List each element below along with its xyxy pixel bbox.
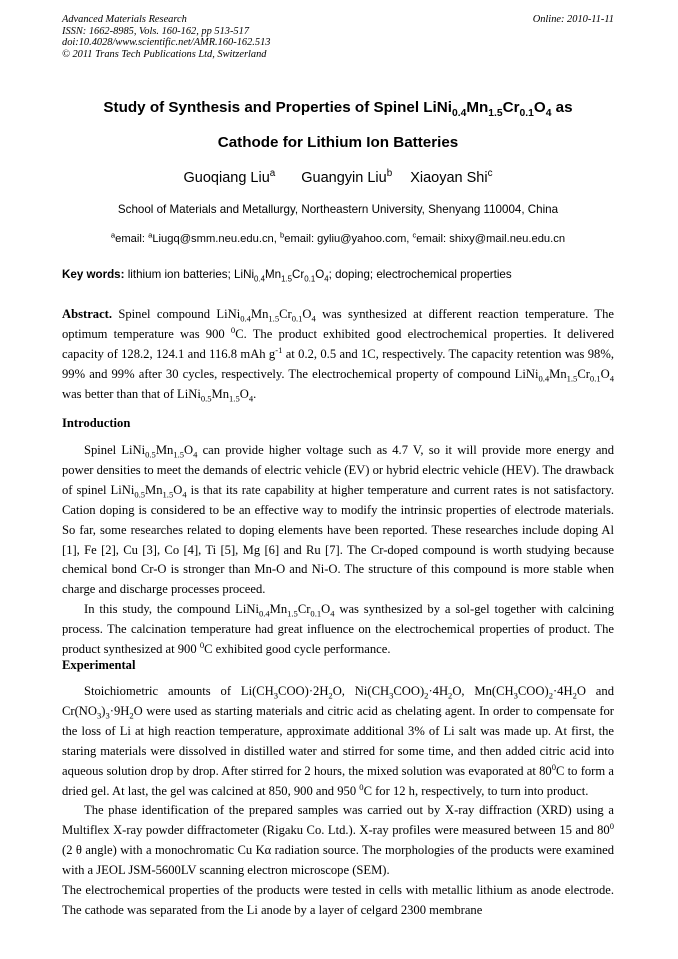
author-list: Guoqiang Liu$^a$ Guangyin Liu$^b$ Xiaoyan Shi$^c$ <box>183 168 493 186</box>
exp-paragraph-1: Stoichiometric amounts of $Li(CH_3COO)\cdot 2H_2O$, $Ni(CH_3COO)_2\cdot 4H_2O$, $Mn(CH_3COO)_2\cdot 4H_2O$ and $Cr(NO_3)_3\cdot 9H_2O$ were used as starting materials and citric acid as chelating agent. In order to compensate for the loss of Li at high reaction temperature, approximate additional 3% of Li salt was made up. At first, the staring materials were dissolved in distilled water and stirred for some time, and then added citric acid into aqueous solution drop by drop. After stirred for 2 hours, the mixed solution was evaporated at $80^0C$ to form a dried gel. At last, the gel was calcined at 850, 900 and 950 $^0$C for 12 h, respectively, to turn into product. <box>62 684 615 798</box>
paper-title <box>62 90 614 160</box>
affiliation: School of Materials and Metallurgy, Northeastern University, Shenyang 110004, China <box>117 203 559 216</box>
author-3: Xiaoyan Shi <box>410 170 488 186</box>
introduction-heading: Introduction <box>62 416 131 430</box>
issn-line: ISSN: 1662-8985, Vols. 160-162, pp 513-517 <box>62 25 250 37</box>
experimental-section <box>62 682 614 921</box>
online-date: Online: 2010-11-11 <box>532 14 614 25</box>
email-1: Liugq@smm.neu.edu.cn, <box>152 233 277 245</box>
intro-paragraph-2: In this study, the compound $LiNi_{0.4}Mn_{1.5}Cr_{0.1}O_4$ was synthesized by a sol-gel together with calcining process. The calcination temperature had great influence on the electrochemical properties of product. The product synthesized at 900 $^0$C exhibited good cycle performance. <box>62 602 614 657</box>
email-2: email: gyliu@yahoo.com, <box>284 233 410 245</box>
journal-header <box>62 14 614 61</box>
exp-paragraph-3: The electrochemical properties of the products were tested in cells with metallic lithium as anode electrode. The cathode was separated from the Li anode by a layer of celgard 2300 membrane <box>62 883 614 917</box>
author-2: Guangyin Liu <box>301 170 387 186</box>
doi-line: doi:10.4028/www.scientific.net/AMR.160-162.513 <box>62 37 271 49</box>
keywords-label: Key words: <box>62 268 125 281</box>
keywords: Key words: lithium ion batteries; $LiNi_{0.4}Mn_{1.5}Cr_{0.1}O_4$; doping; electrochemical properties <box>62 268 512 284</box>
introduction-section <box>62 441 614 660</box>
abstract-label: Abstract. <box>62 307 113 321</box>
intro-paragraph-1: Spinel $LiNi_{0.5}Mn_{1.5}O_4$ can provide higher voltage such as 4.7 V, so it will provide more energy and power densities to meet the demands of electric vehicle (EV) or hybrid electric vehicle (HEV). The drawback of spinel $LiNi_{0.5}Mn_{1.5}O_4$ is that its rate capability at higher temperature and current rates is not satisfactory. Cation doping is considered to be an effective way to modify the intrinsic properties of electrode materials. So far, some researches related to doping elements have been reported. These researches include doping Al [1], Fe [2], Cu [3], Co [4], Ti [5], Mg [6] and Ru [7]. The Cr-doped compound is worth studying because chemical bond Cr-O is stronger than Mn-O and Ni-O. The structure of this compound is more stable when charge and discharge processes proceed. <box>62 443 614 597</box>
email-line: $^a$email: $^a$Liugq@smm.neu.edu.cn, $^b$email: gyliu@yahoo.com, $^c$email: shixy@mail.neu.edu.cn <box>110 230 566 245</box>
title-line-2: Cathode for Lithium Ion Batteries <box>217 134 459 151</box>
abstract: Abstract. Spinel compound $LiNi_{0.4}Mn_{1.5}Cr_{0.1}O_4$ was synthesized at different reaction temperature. The optimum temperature was 900 $^0$C. The product exhibited good electrochemical properties. It delivered capacity of 128.2, 124.1 and 116.8 mAh $g^{-1}$ at 0.2, 0.5 and 1C, respectively. The capacity retention was 98%, 99% and 99% after 30 cycles, respectively. The electrochemical property of compound $LiNi_{0.4}Mn_{1.5}Cr_{0.1}O_4$ was better than that of $LiNi_{0.5}Mn_{1.5}O_4$. <box>62 307 614 404</box>
experimental-heading: Experimental <box>62 658 136 672</box>
email-3: email: shixy@mail.neu.edu.cn <box>416 233 566 245</box>
exp-paragraph-2: The phase identification of the prepared samples was carried out by X-ray diffraction (XRD) using a Multiflex X-ray powder diffractometer (Rigaku Co. Ltd.). X-ray profiles were measured between 15 and $80^0$ (2 θ angle) with a monochromatic Cu Kα radiation source. The morphologies of the products were examined with a JEOL JSM-5600LV scanning electron microscope (SEM). <box>62 803 614 878</box>
journal-name: Advanced Materials Research <box>62 14 187 25</box>
copyright-line: © 2011 Trans Tech Publications Ltd, Switzerland <box>62 49 267 61</box>
title-line-1: Study of Synthesis and Properties of Spinel $LiNi_{0.4}Mn_{1.5}Cr_{0.1}O_4$ as <box>103 99 573 120</box>
author-1: Guoqiang Liu <box>183 170 270 186</box>
